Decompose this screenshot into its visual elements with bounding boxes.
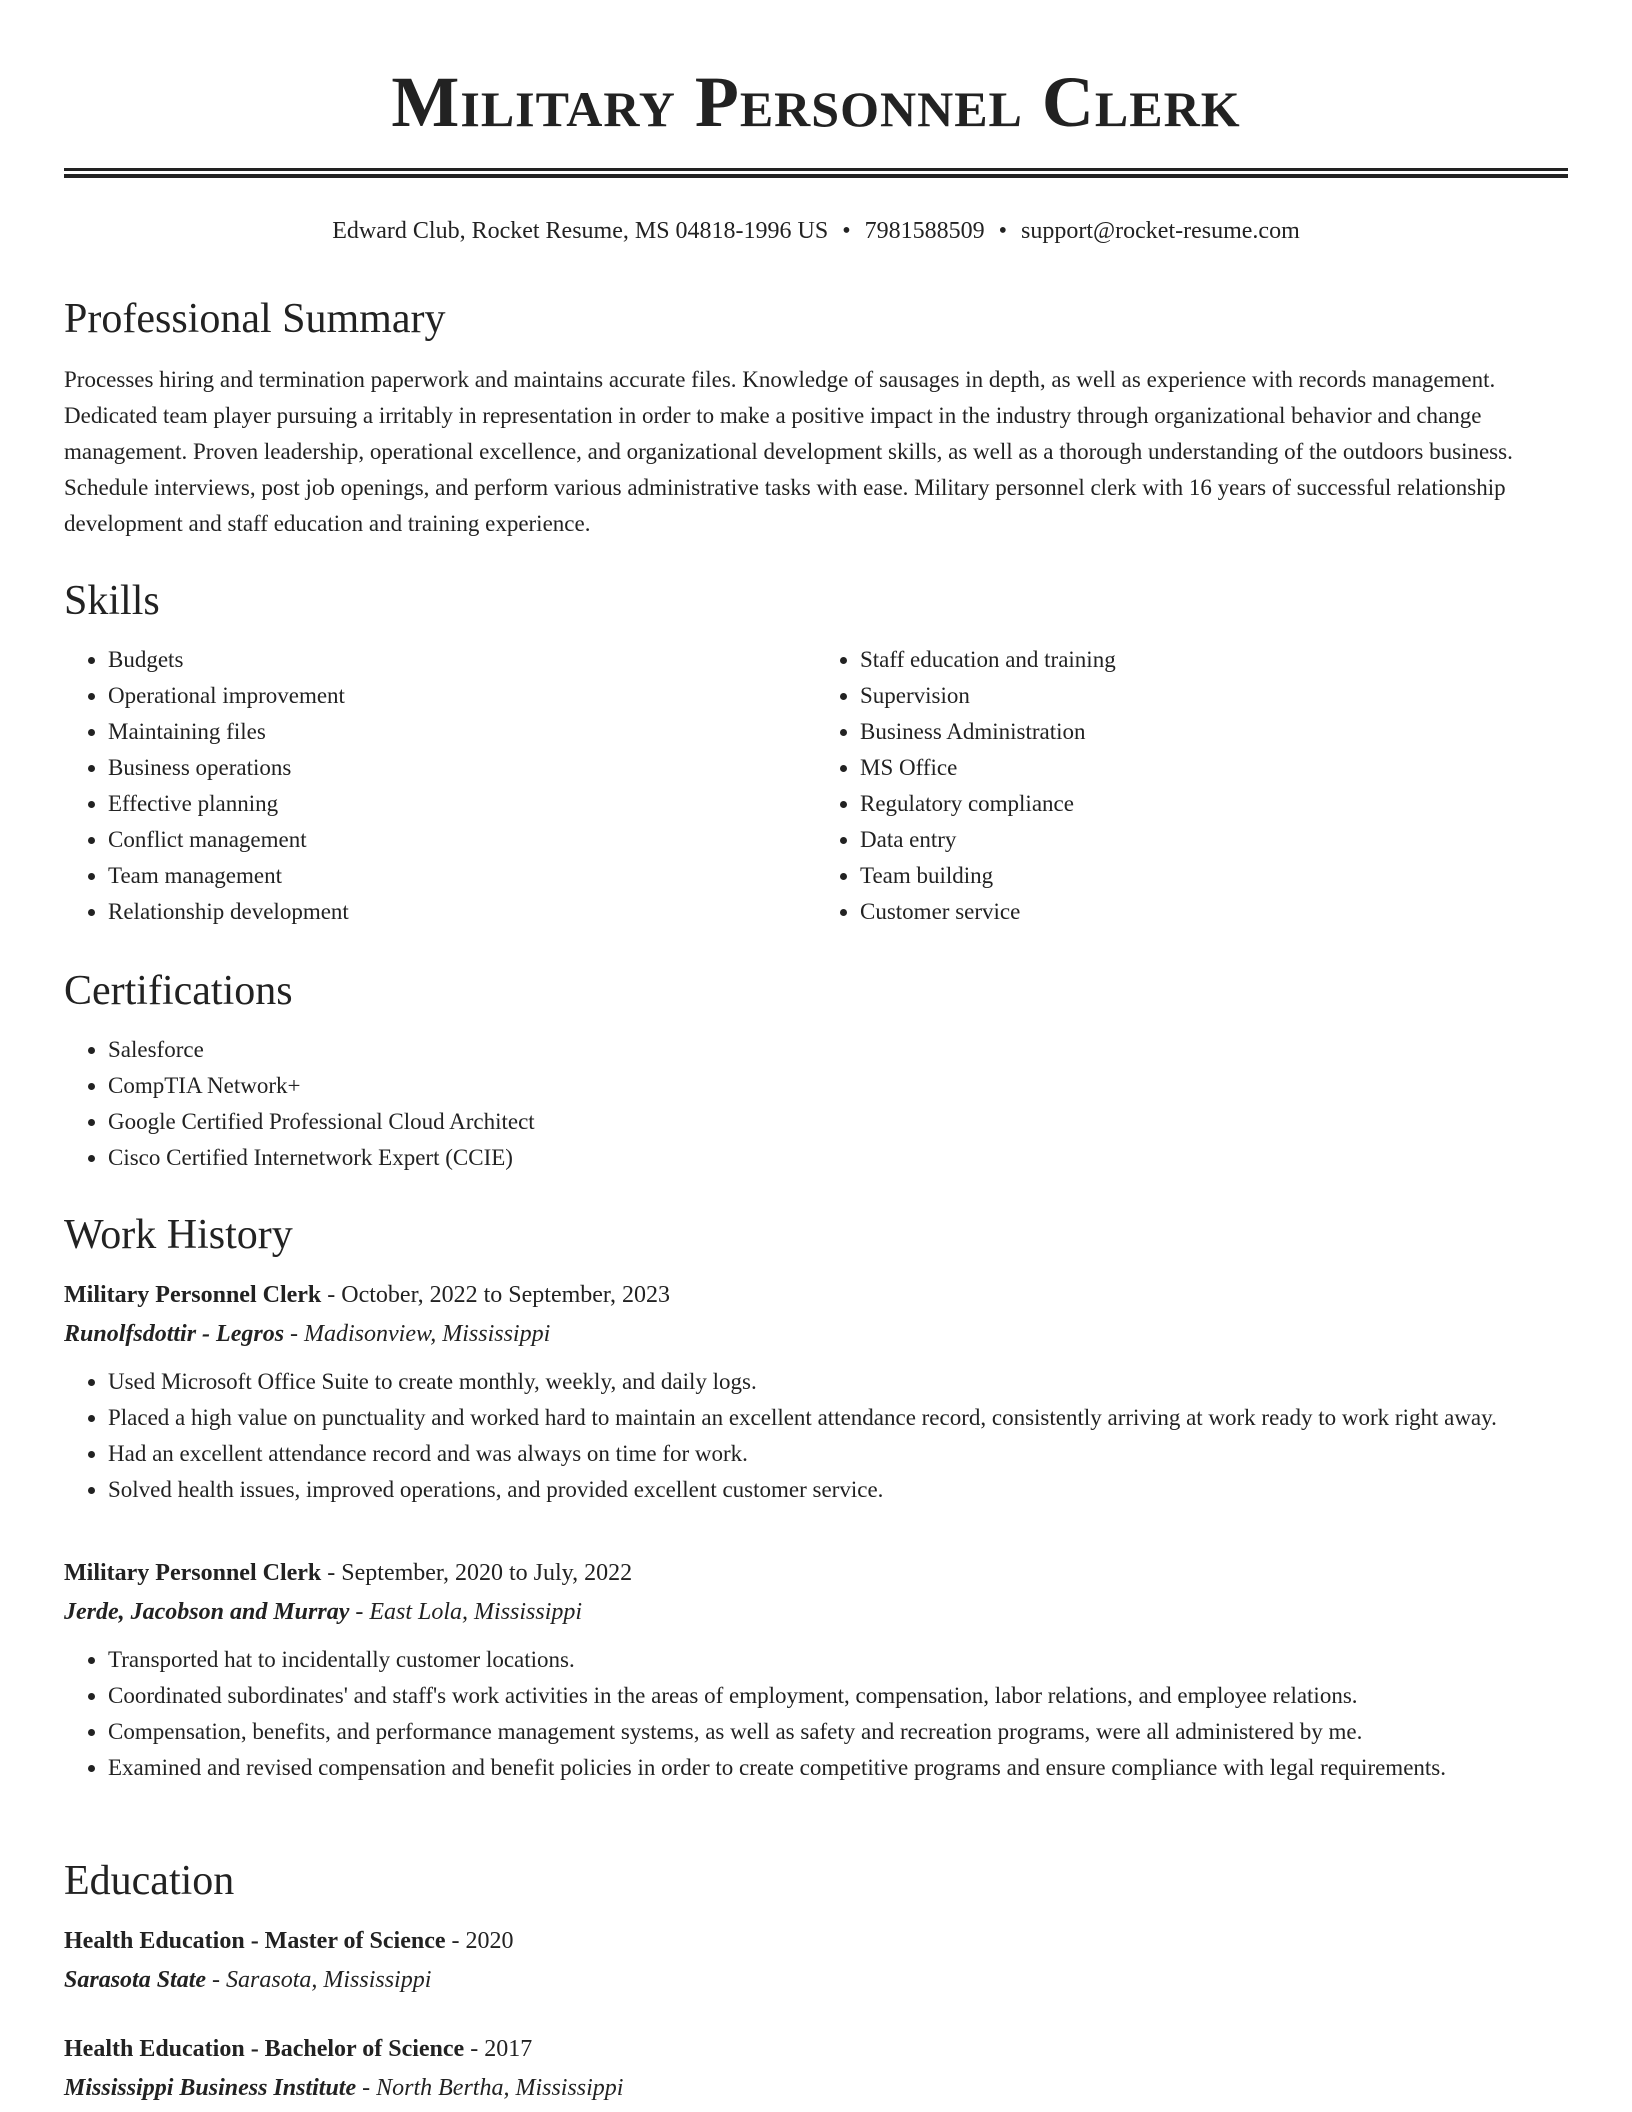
- education-school-line: [64, 1960, 1568, 2000]
- skill-item: • Data entry: [860, 822, 1568, 858]
- contact-separator: •: [842, 218, 851, 244]
- skills-section: [64, 576, 1568, 930]
- skill-item: • Maintaining files: [108, 714, 816, 750]
- certifications-section: [64, 966, 1568, 1176]
- summary-section: [64, 294, 1568, 542]
- certifications-heading: Certifications: [64, 968, 293, 1014]
- job-duty-item: • Solved health issues, improved operations, and provided excellent customer service.: [108, 1472, 1568, 1508]
- job-header: [64, 1276, 1568, 1314]
- certifications-list: [64, 1032, 1568, 1176]
- certification-item: • CompTIA Network+: [108, 1068, 1568, 1104]
- education-location: - Sarasota, Mississippi: [206, 1967, 432, 1993]
- job-duty-item: • Transported hat to incidentally customer locations.: [108, 1642, 1568, 1678]
- job-duties: [64, 1642, 1568, 1786]
- contact-address: Edward Club, Rocket Resume, MS 04818-1996 US: [332, 218, 829, 244]
- skill-item: • Supervision: [860, 678, 1568, 714]
- skills-list-right: [816, 642, 1568, 930]
- skill-item: • Effective planning: [108, 786, 816, 822]
- education-header: [64, 2030, 1568, 2068]
- job-location: - Madisonview, Mississippi: [284, 1321, 551, 1347]
- job-duty-item: • Compensation, benefits, and performance management systems, as well as safety and recreation programs, were all administered by me.: [108, 1714, 1568, 1750]
- job-dates: - September, 2020 to July, 2022: [321, 1560, 633, 1586]
- education-header: [64, 1922, 1568, 1960]
- education-year: - 2020: [445, 1928, 514, 1954]
- education-school-line: [64, 2068, 1568, 2108]
- resume-title: Military Personnel Clerk: [391, 62, 1241, 142]
- skills-grid: [64, 642, 1568, 930]
- certification-item: • Google Certified Professional Cloud Architect: [108, 1104, 1568, 1140]
- job-employer: [64, 1592, 1568, 1632]
- summary-heading: Professional Summary: [64, 296, 446, 342]
- contact-email: support@rocket-resume.com: [1021, 218, 1300, 244]
- skill-item: • Business operations: [108, 750, 816, 786]
- education-degree: Health Education - Bachelor of Science: [64, 2036, 465, 2062]
- job-duty-item: • Placed a high value on punctuality and worked hard to maintain an excellent attendance record, consistently arriving at work ready to work right away.: [108, 1400, 1568, 1436]
- job-entry: [64, 1554, 1568, 1786]
- title-divider: [64, 168, 1568, 178]
- skills-list-left: [64, 642, 816, 930]
- skill-item: • Regulatory compliance: [860, 786, 1568, 822]
- job-duty-item: • Coordinated subordinates' and staff's work activities in the areas of employment, compensation, labor relations, and employee relations.: [108, 1678, 1568, 1714]
- education-degree: Health Education - Master of Science: [64, 1928, 446, 1954]
- work-history-section: [64, 1210, 1568, 1786]
- job-title: Military Personnel Clerk: [64, 1560, 322, 1586]
- education-section: [64, 1856, 1568, 2108]
- contact-phone: 7981588509: [864, 218, 985, 244]
- job-entry: [64, 1276, 1568, 1508]
- education-location: - North Bertha, Mississippi: [356, 2075, 624, 2101]
- job-duties: [64, 1364, 1568, 1508]
- skill-item: • Conflict management: [108, 822, 816, 858]
- job-duty-item: • Examined and revised compensation and benefit policies in order to create competitive programs and ensure compliance with legal requirements.: [108, 1750, 1568, 1786]
- education-year: - 2017: [464, 2036, 533, 2062]
- job-header: [64, 1554, 1568, 1592]
- education-heading: Education: [64, 1858, 235, 1904]
- skill-item: • Budgets: [108, 642, 816, 678]
- contact-separator: •: [998, 218, 1008, 244]
- job-dates: - October, 2022 to September, 2023: [321, 1282, 670, 1308]
- job-company: Runolfsdottir - Legros: [64, 1321, 285, 1347]
- job-duty-item: • Used Microsoft Office Suite to create monthly, weekly, and daily logs.: [108, 1364, 1568, 1400]
- certification-item: • Salesforce: [108, 1032, 1568, 1068]
- education-school: Mississippi Business Institute: [64, 2075, 357, 2101]
- skills-heading: Skills: [64, 578, 160, 624]
- education-entry: [64, 2030, 1568, 2108]
- skill-item: • Team management: [108, 858, 816, 894]
- job-title: Military Personnel Clerk: [64, 1282, 322, 1308]
- job-employer: [64, 1314, 1568, 1354]
- certification-item: • Cisco Certified Internetwork Expert (CCIE): [108, 1140, 1568, 1176]
- skill-item: • Customer service: [860, 894, 1568, 930]
- job-company: Jerde, Jacobson and Murray: [64, 1599, 350, 1625]
- summary-text: Processes hiring and termination paperwork and maintains accurate files. Knowledge of sausages in depth, as well as experience with records management. Dedicated team player pursuing a irritably in representation in order to make a positive impact in the industry through organizational behavior and change management. Proven leadership, operational excellence, and organizational development skills, as well as a thorough understanding of the outdoors business. Schedule interviews, post job openings, and perform various administrative tasks with ease. Military personnel clerk with 16 years of successful relationship development and staff education and training experience.: [64, 367, 1513, 536]
- job-duty-item: • Had an excellent attendance record and was always on time for work.: [108, 1436, 1568, 1472]
- skill-item: • Relationship development: [108, 894, 816, 930]
- skill-item: • Staff education and training: [860, 642, 1568, 678]
- work-history-heading: Work History: [64, 1212, 293, 1258]
- job-location: - East Lola, Mississippi: [349, 1599, 583, 1625]
- education-entry: [64, 1922, 1568, 2000]
- skill-item: • MS Office: [860, 750, 1568, 786]
- education-school: Sarasota State: [64, 1967, 207, 1993]
- skill-item: • Business Administration: [860, 714, 1568, 750]
- skill-item: • Operational improvement: [108, 678, 816, 714]
- skill-item: • Team building: [860, 858, 1568, 894]
- contact-line: [64, 214, 1568, 248]
